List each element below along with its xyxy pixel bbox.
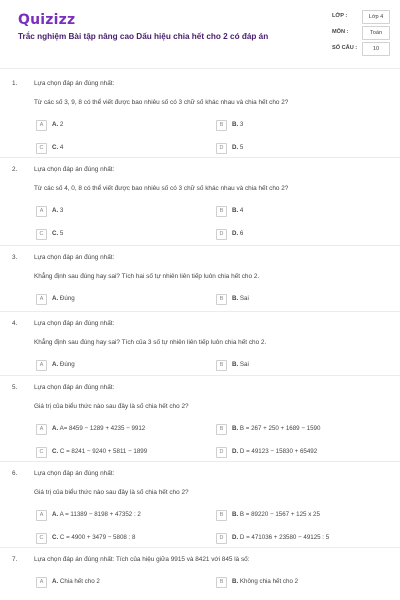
option-text [52,361,75,368]
option-answer: D = 49123 − 15830 + 65492 [238,448,318,455]
option-letter-box[interactable]: B [216,360,227,371]
question-text: Từ các số 3, 9, 8 có thể viết được bao nhiêu số có 3 chữ số khác nhau và chia hết cho 2? [34,99,289,106]
question-number: 5. [12,384,18,391]
option-text [232,230,243,237]
option-key: A. [52,121,59,128]
worksheet-title: Trắc nghiệm Bài tập nâng cao Dấu hiệu chia hết cho 2 có đáp án [18,32,269,41]
option-answer: Sai [238,295,249,302]
option-key: A. [52,511,59,518]
option-letter-box[interactable]: B [216,294,227,305]
option-text [232,207,243,214]
option-text [232,511,320,518]
question-text: Khẳng định sau đúng hay sai? Tích hai số tự nhiên liên tiếp luôn chia hết cho 2. [34,273,260,280]
option-answer: 4 [238,207,244,214]
meta-value-count: 10 [362,42,390,56]
question-number: 6. [12,470,18,477]
option-text [232,295,249,302]
option-text [232,121,243,128]
option-letter-box[interactable]: D [216,533,227,544]
option-answer: 6 [238,230,244,237]
option-letter-box[interactable]: C [36,447,47,458]
meta-label-count: SỐ CÂU : [332,45,358,51]
question-instruction: Lựa chọn đáp án đúng nhất: [34,320,115,327]
option-letter-box[interactable]: B [216,510,227,521]
meta-row-count [332,42,392,58]
option-key: B. [232,578,239,585]
meta-label-subject: MÔN : [332,29,349,35]
option-text [232,361,249,368]
question-instruction: Lựa chọn đáp án đúng nhất: [34,470,115,477]
header-divider [0,68,400,69]
option-key: D. [232,144,239,151]
question-text: Giá trị của biểu thức nào sau đây là số chia hết cho 2? [34,403,189,410]
option-key: A. [52,361,59,368]
question-separator [0,547,400,548]
option-key: D. [232,534,239,541]
question-instruction: Lựa chọn đáp án đúng nhất: [34,254,115,261]
question-instruction: Lựa chọn đáp án đúng nhất: [34,80,115,87]
option-key: A. [52,578,59,585]
option-answer: D = 471036 + 23580 − 49125 : 5 [238,534,330,541]
option-answer: 5 [58,230,64,237]
option-answer: 3 [58,207,64,214]
meta-panel [332,10,392,58]
question-text: Giá trị của biểu thức nào sau đây là số chia hết cho 2? [34,489,189,496]
worksheet-header [0,0,400,70]
option-letter-box[interactable]: B [216,424,227,435]
option-answer: C = 8241 − 9240 + 5811 − 1899 [58,448,148,455]
option-letter-box[interactable]: A [36,424,47,435]
option-letter-box[interactable]: A [36,510,47,521]
option-answer: A = 11389 − 8198 + 47352 : 2 [58,511,141,518]
option-text [52,295,75,302]
option-text [52,534,135,541]
question-separator [0,461,400,462]
option-letter-box[interactable]: D [216,229,227,240]
option-key: A. [52,425,59,432]
option-answer: Chia hết cho 2 [58,578,100,585]
option-letter-box[interactable]: A [36,206,47,217]
meta-row-subject [332,26,392,42]
meta-value-subject: Toán [362,26,390,40]
option-text [52,511,141,518]
option-text [52,448,147,455]
option-text [232,578,298,585]
option-letter-box[interactable]: B [216,206,227,217]
option-letter-box[interactable]: C [36,533,47,544]
option-text [232,144,243,151]
option-text [52,425,145,432]
option-key: D. [232,448,239,455]
option-answer: B = 89220 − 1567 + 125 x 25 [238,511,320,518]
option-answer: Đúng [58,295,75,302]
meta-value-class: Lớp 4 [362,10,390,24]
question-separator [0,157,400,158]
option-text [52,207,63,214]
option-letter-box[interactable]: C [36,229,47,240]
option-key: B. [232,121,239,128]
question-separator [0,311,400,312]
option-answer: 3 [238,121,244,128]
question-number: 3. [12,254,18,261]
option-letter-box[interactable]: D [216,447,227,458]
option-key: C. [52,534,59,541]
option-answer: A= 8459 − 1289 + 4235 − 9912 [58,425,146,432]
meta-label-class: LỚP : [332,13,348,19]
option-key: C. [52,448,59,455]
option-key: C. [52,144,59,151]
option-answer: B = 267 + 250 + 1689 − 1590 [238,425,321,432]
option-key: B. [232,207,239,214]
question-separator [0,245,400,246]
option-letter-box[interactable]: B [216,577,227,588]
question-number: 1. [12,80,18,87]
option-answer: 2 [58,121,64,128]
option-answer: 5 [238,144,244,151]
quizizz-logo: Quizizz [18,12,76,28]
question-separator [0,375,400,376]
option-answer: Đúng [58,361,75,368]
option-key: C. [52,230,59,237]
option-key: A. [52,295,59,302]
option-letter-box[interactable]: A [36,577,47,588]
option-key: B. [232,295,239,302]
question-number: 2. [12,166,18,173]
question-number: 7. [12,556,18,563]
option-text [232,425,320,432]
question-instruction: Lựa chọn đáp án đúng nhất: [34,166,115,173]
option-text [52,144,63,151]
option-answer: 4 [58,144,64,151]
option-letter-box[interactable]: D [216,143,227,154]
option-key: B. [232,511,239,518]
option-text [232,448,317,455]
question-text: Khẳng định sau đúng hay sai? Tích của 3 số tự nhiên liên tiếp luôn chia hết cho 2. [34,339,267,346]
question-instruction: Lựa chọn đáp án đúng nhất: Tích của hiệu giữa 9915 và 8421 với 845 là số: [34,556,250,563]
option-text [52,578,100,585]
option-text [52,121,63,128]
question-instruction: Lựa chọn đáp án đúng nhất: [34,384,115,391]
option-letter-box[interactable]: B [216,120,227,131]
option-key: B. [232,361,239,368]
meta-row-class [332,10,392,26]
option-text [232,534,329,541]
option-key: B. [232,425,239,432]
option-answer: Không chia hết cho 2 [238,578,299,585]
option-answer: C = 4900 + 3479 − 5808 : 8 [58,534,136,541]
option-text [52,230,63,237]
option-key: D. [232,230,239,237]
option-answer: Sai [238,361,249,368]
option-letter-box[interactable]: C [36,143,47,154]
option-key: A. [52,207,59,214]
question-number: 4. [12,320,18,327]
option-letter-box[interactable]: A [36,360,47,371]
option-letter-box[interactable]: A [36,120,47,131]
question-text: Từ các số 4, 0, 8 có thể viết được bao nhiêu số có 3 chữ số khác nhau và chia hết cho 2? [34,185,289,192]
option-letter-box[interactable]: A [36,294,47,305]
